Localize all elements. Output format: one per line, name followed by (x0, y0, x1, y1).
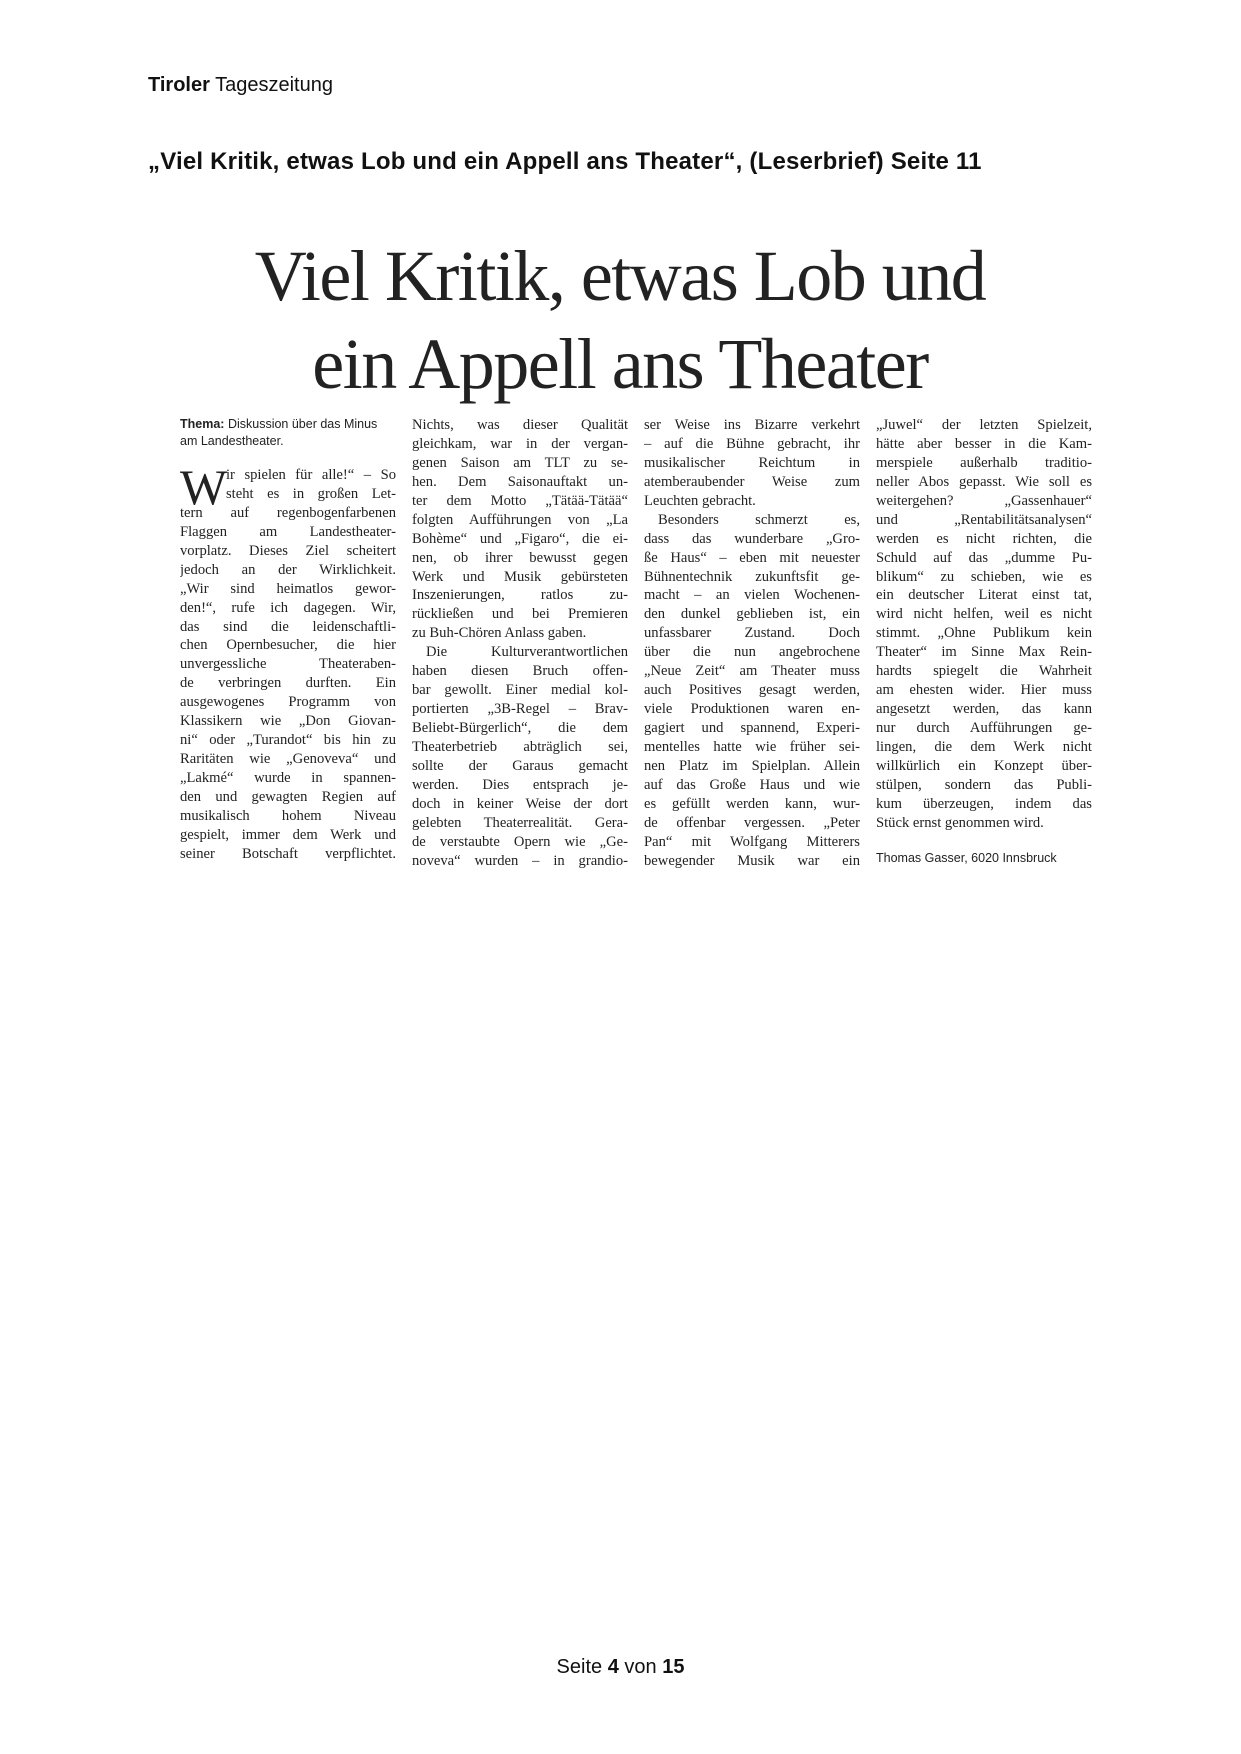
text-line: blikum“ zu schieben, wie es (876, 568, 1092, 585)
text-line: Besonders schmerzt es, (658, 511, 860, 528)
text-line: am ehesten wider. Hier muss (876, 682, 1092, 699)
article-column-1 (180, 416, 396, 864)
text-line: folgten Aufführungen von „La (412, 511, 628, 528)
footer-middle: von (624, 1656, 657, 1678)
text-line: den!“, rufe ich dagegen. Wir, (180, 599, 396, 616)
text-line: Inszenierungen, ratlos zu- (412, 587, 628, 604)
text-line: angesetzt werden, das kann (876, 701, 1092, 718)
text-line: stimmt. „Ohne Publikum kein (876, 625, 1092, 642)
text-line: hen. Dem Saisonauftakt un- (412, 473, 628, 490)
text-line: willkürlich ein Konzept über- (876, 757, 1092, 774)
article-headline (0, 232, 1241, 408)
text-line: werden es nicht richten, die (876, 530, 1092, 547)
text-line: mentelles hatte wie früher sei- (644, 738, 860, 755)
text-line: Raritäten wie „Genoveva“ und (180, 751, 396, 768)
text-line: hätte aber besser in die Kam- (876, 435, 1092, 452)
text-line: Leuchten gebracht. (644, 492, 756, 509)
text-line: Beliebt-Bürgerlich“, die dem (412, 720, 628, 736)
text-line: rückließen und bei Premieren (412, 606, 628, 623)
text-line: dass das wunderbare „Gro- (644, 530, 860, 547)
text-line: musikalischer Reichtum in (644, 454, 860, 471)
brand-rest: Tageszeitung (215, 74, 333, 96)
text-line: doch in keiner Weise der dort (412, 795, 628, 812)
text-line: Bohème“ und „Figaro“, die ei- (412, 530, 628, 547)
text-line: lingen, die dem Werk nicht (876, 738, 1092, 755)
text-line: Klassikern wie „Don Giovan- (180, 713, 396, 730)
footer-prefix: Seite (556, 1656, 603, 1678)
text-line: wird nicht helfen, weil es nicht (876, 606, 1092, 623)
text-line: atemberaubender Weise zum (644, 473, 860, 490)
text-line: werden. Dies entsprach je- (412, 776, 628, 793)
text-line: zu Buh-Chören Anlass gaben. (412, 625, 587, 642)
text-line: Nichts, was dieser Qualität (412, 417, 628, 433)
text-line: Bühnentechnik zukunftsfit ge- (644, 568, 860, 585)
text-line: „Wir sind heimatlos gewor- (180, 580, 396, 597)
text-line: de verstaubte Opern wie „Ge- (412, 833, 628, 850)
text-line: weitergehen? „Gassenhauer“ (876, 492, 1092, 509)
text-line: macht – an vielen Wochenen- (644, 587, 860, 604)
text-line: ser Weise ins Bizarre verkehrt (644, 417, 860, 433)
page-footer (0, 1656, 1241, 1679)
text-line: ni“ oder „Turandot“ bis hin zu (180, 732, 396, 749)
text-line: neller Abos gepasst. Wie soll es (876, 473, 1092, 490)
text-line: unfassbarer Zustand. Doch (644, 625, 860, 642)
text-line: nen Platz im Spielplan. Allein (644, 757, 860, 774)
text-line: unvergessliche Theateraben- (180, 656, 396, 673)
headline-line-1: Viel Kritik, etwas Lob und (254, 236, 986, 316)
text-line: gelebten Theaterrealität. Gera- (412, 814, 628, 831)
text-line: gagiert und spannend, Experi- (644, 720, 860, 736)
drop-cap: W (180, 459, 228, 515)
text-line: und „Rentabilitätsanalysen“ (876, 511, 1092, 528)
text-line: Theater“ im Sinne Max Rein- (876, 644, 1092, 661)
text-line: – auf die Bühne gebracht, ihr (644, 435, 860, 452)
text-line: chen Opernbesucher, die hier (180, 637, 396, 654)
text-line: bewegender Musik war ein (644, 852, 860, 869)
text-line: „Neue Zeit“ am Theater muss (644, 663, 860, 680)
text-line: es gefüllt werden kann, wur- (644, 795, 860, 812)
text-line: haben diesen Bruch offen- (412, 663, 628, 680)
total-pages: 15 (662, 1656, 685, 1678)
text-line: ausgewogenes Programm von (180, 694, 396, 711)
article-column-4 (876, 416, 1092, 865)
text-line: jedoch an der Wirklichkeit. (180, 561, 396, 578)
text-line: ir spielen für alle!“ – So (226, 467, 396, 483)
text-line: Stück ernst genommen wird. (876, 814, 1044, 831)
publication-name (148, 74, 333, 97)
text-line: auf das Große Haus und wie (644, 776, 860, 793)
text-line: genen Saison am TLT zu se- (412, 454, 628, 471)
letter-signature: Thomas Gasser, 6020 Innsbruck (876, 850, 1057, 865)
text-line: noveva“ wurden – in grandio- (412, 852, 628, 869)
article-column-2 (412, 416, 628, 871)
text-line: de verbringen durften. Ein (180, 675, 396, 692)
text-line: stülpen, sondern das Publi- (876, 776, 1092, 793)
text-line: sollte der Garaus gemacht (412, 757, 628, 774)
article-column-3 (644, 416, 860, 871)
text-line: merspiele außerhalb traditio- (876, 454, 1092, 471)
text-line: gespielt, immer dem Werk und (180, 826, 396, 843)
article-reference: „Viel Kritik, etwas Lob und ein Appell ans Theater“, (Leserbrief) Seite 11 (148, 148, 982, 175)
text-line: Die Kulturverantwortlichen (426, 644, 628, 661)
text-line: seiner Botschaft verpflichtet. (180, 845, 396, 862)
text-line: Pan“ mit Wolfgang Mitterers (644, 833, 860, 850)
text-line: ter dem Motto „Tätää-Tätää“ (412, 492, 628, 509)
text-line: den dunkel geblieben ist, ein (644, 606, 860, 623)
topic-label: Thema: (180, 417, 225, 431)
text-line: tern auf regenbogenfarbenen (180, 504, 396, 521)
text-line: de offenbar vergessen. „Peter (644, 814, 860, 831)
text-line: viele Produktionen waren en- (644, 701, 860, 718)
text-line: „Juwel“ der letzten Spielzeit, (876, 417, 1092, 433)
text-line: steht es in großen Let- (226, 485, 396, 502)
text-line: Flaggen am Landestheater- (180, 523, 396, 540)
text-line: Theaterbetrieb abträglich sei, (412, 738, 628, 755)
text-line: ein deutscher Literat einst tat, (876, 587, 1092, 604)
text-line: bar gewollt. Einer medial kol- (412, 682, 628, 699)
topic-text: Diskussion über das Minus am Landestheater. (180, 417, 378, 448)
text-line: Werk und Musik gebürsteten (412, 568, 628, 585)
text-line: kum überzeugen, indem das (876, 795, 1092, 812)
text-line: ße Haus“ – eben mit neuester (644, 549, 860, 566)
current-page: 4 (607, 1656, 619, 1678)
text-line: Schuld auf das „dumme Pu- (876, 549, 1092, 566)
column-body (876, 416, 1092, 833)
text-line: auch Positives gesagt werden, (644, 682, 860, 699)
text-line: hardts spiegelt die Wahrheit (876, 663, 1092, 680)
text-line: vorplatz. Dieses Ziel scheitert (180, 542, 396, 559)
topic-note (180, 416, 396, 450)
text-line: nur durch Aufführungen ge- (876, 720, 1092, 736)
text-line: nen, ob ihrer bewusst gegen (412, 549, 628, 566)
text-line: den und gewagten Regien auf (180, 788, 396, 805)
text-line: das sind die leidenschaftli- (180, 618, 396, 635)
text-line: „Lakmé“ wurde in spannen- (180, 770, 396, 786)
text-line: musikalisch hohem Niveau (180, 807, 396, 824)
text-line: gleichkam, war in der vergan- (412, 435, 628, 452)
headline-line-2: ein Appell ans Theater (312, 324, 928, 404)
text-line: portierten „3B-Regel – Brav- (412, 701, 628, 718)
text-line: über die nun angebrochene (644, 644, 860, 661)
brand-bold: Tiroler (148, 74, 210, 96)
column-body (180, 459, 396, 864)
